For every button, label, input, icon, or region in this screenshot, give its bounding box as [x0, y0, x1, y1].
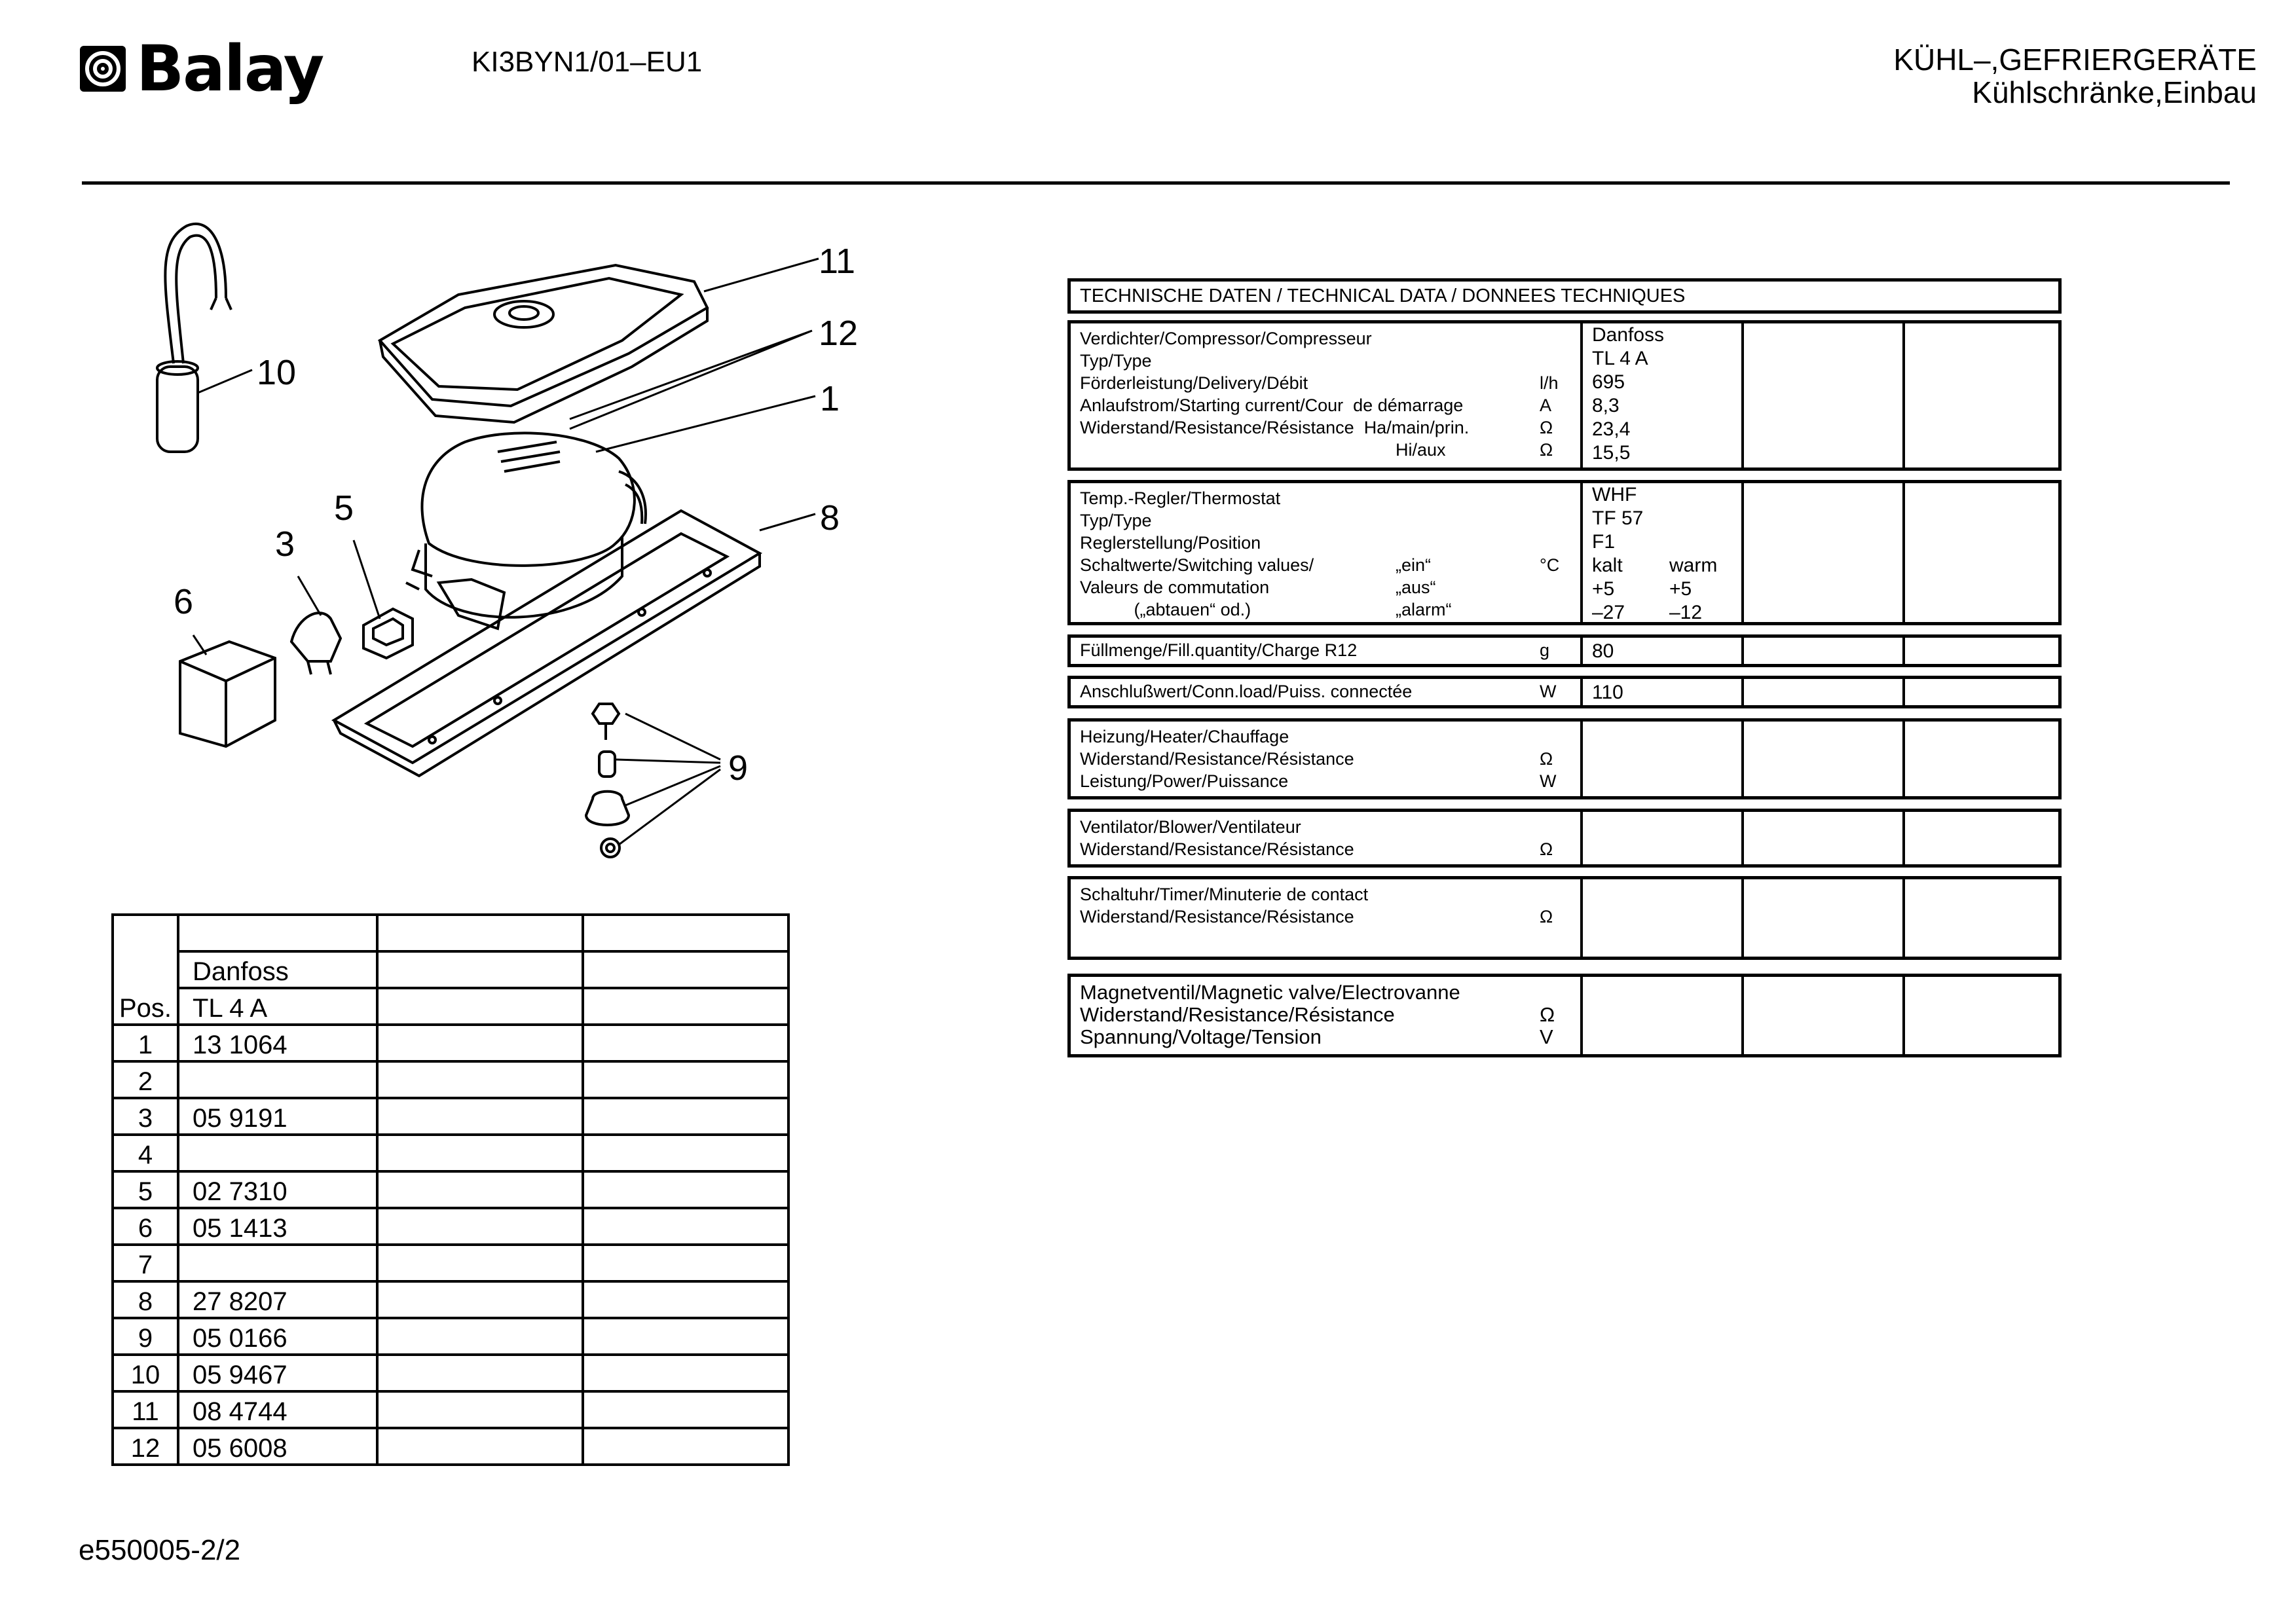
label-text: Ventilator/Blower/Ventilateur: [1080, 817, 1301, 837]
label-unit: Ω: [1540, 440, 1553, 460]
pos-header: Pos.: [113, 915, 178, 1025]
label-line: [1080, 509, 1580, 532]
label-line: [1080, 598, 1580, 621]
timer-section: [1067, 876, 2062, 960]
label-line: [1080, 816, 1580, 838]
table-cell: [178, 915, 377, 951]
value-line: 23,4: [1592, 418, 1631, 440]
label-unit: l/h: [1540, 373, 1559, 393]
product-category: [1893, 43, 2257, 109]
callout-3: 3: [275, 524, 295, 564]
label-text: Temp.-Regler/Thermostat: [1080, 488, 1281, 508]
type-cell: TL 4 A: [178, 988, 377, 1025]
label-text: Widerstand/Resistance/Résistance Ha/main/prin.: [1080, 418, 1470, 437]
part-number-cell: 08 4744: [178, 1391, 377, 1428]
label-unit: Ω: [1540, 418, 1553, 437]
document-id: e550005-2/2: [79, 1534, 241, 1566]
connected-load-section: [1067, 676, 2062, 708]
label-line: [1080, 487, 1580, 509]
label-text: Typ/Type: [1080, 511, 1152, 530]
tech-data-title: TECHNISCHE DATEN / TECHNICAL DATA / DONNEES TECHNIQUES: [1067, 278, 2062, 314]
capacitor-drawing: [157, 224, 231, 452]
part-number-cell: 05 9467: [178, 1355, 377, 1391]
table-row: [113, 1208, 788, 1245]
pos-cell: 7: [113, 1245, 178, 1281]
label-line: [1080, 906, 1580, 928]
callout-5: 5: [334, 488, 354, 528]
label-text: Verdichter/Compressor/Compresseur: [1080, 329, 1372, 348]
table-cell: [583, 951, 788, 988]
value-line: 15,5: [1592, 442, 1631, 464]
label-line: [1080, 883, 1580, 906]
table-row: [113, 1061, 788, 1098]
table-cell: [377, 1025, 583, 1061]
callout-10: 10: [257, 353, 297, 392]
empty-column: [1744, 679, 1905, 705]
empty-column: [1583, 879, 1744, 957]
part-number-cell: 05 6008: [178, 1428, 377, 1465]
connected-load-labels: [1071, 679, 1583, 705]
table-row: [113, 1135, 788, 1171]
label-text: Valeurs de commutation: [1080, 577, 1270, 597]
balay-emblem-icon: [79, 45, 127, 93]
table-cell: [583, 1355, 788, 1391]
table-row: [113, 1171, 788, 1208]
exploded-parts-drawing: [0, 196, 917, 884]
connected-load-unit: W: [1540, 682, 1557, 701]
label-text: Magnetventil/Magnetic valve/Electrovanne: [1080, 981, 1460, 1004]
pos-cell: 6: [113, 1208, 178, 1245]
part-number-cell: [178, 1061, 377, 1098]
table-cell: [583, 988, 788, 1025]
value-line: [1592, 577, 1741, 601]
value-line: [1592, 483, 1741, 507]
label-line: [1080, 838, 1580, 860]
pos-cell: 3: [113, 1098, 178, 1135]
value-line: Danfoss: [1592, 324, 1665, 346]
pos-cell: 12: [113, 1428, 178, 1465]
label-unit: Ω: [1540, 839, 1553, 859]
table-cell: [583, 1171, 788, 1208]
label-line: [1080, 439, 1580, 461]
value-a: kalt: [1592, 555, 1623, 576]
label-line: [1080, 372, 1580, 394]
empty-column: [1744, 812, 1905, 864]
empty-column: [1583, 722, 1744, 796]
label-text: Spannung/Voltage/Tension: [1080, 1025, 1322, 1048]
value-line: [1592, 601, 1741, 625]
part-number-cell: 05 0166: [178, 1318, 377, 1355]
table-cell: [583, 1391, 788, 1428]
table-cell: [583, 1318, 788, 1355]
label-unit: °C: [1540, 555, 1560, 575]
label-text: Schaltuhr/Timer/Minuterie de contact: [1080, 885, 1369, 904]
label-unit: W: [1540, 771, 1557, 791]
heater-section: [1067, 718, 2062, 799]
pos-cell: 10: [113, 1355, 178, 1391]
empty-column: [1905, 879, 2058, 957]
callout-6: 6: [174, 582, 194, 621]
pos-cell: 5: [113, 1171, 178, 1208]
cover-tray-drawing: [380, 265, 707, 422]
part-number-cell: [178, 1135, 377, 1171]
callout-8: 8: [820, 498, 840, 538]
part-number-cell: 02 7310: [178, 1171, 377, 1208]
table-row: [113, 1391, 788, 1428]
label-line: [1080, 981, 1580, 1003]
table-cell: [583, 1208, 788, 1245]
pos-cell: 11: [113, 1391, 178, 1428]
callout-12: 12: [819, 314, 859, 353]
empty-column: [1905, 638, 2058, 664]
label-text: Schaltwerte/Switching values/: [1080, 555, 1314, 575]
label-unit: Ω: [1540, 749, 1553, 769]
table-cell: [583, 1061, 788, 1098]
header-rule: [82, 181, 2230, 185]
table-row: [113, 1098, 788, 1135]
label-line: [1080, 532, 1580, 554]
table-row: [113, 915, 788, 951]
table-cell: [377, 915, 583, 951]
table-cell: [377, 1391, 583, 1428]
fill-quantity-labels: [1071, 638, 1583, 664]
part-number-cell: 13 1064: [178, 1025, 377, 1061]
table-cell: [583, 1245, 788, 1281]
blower-section: [1067, 809, 2062, 868]
table-cell: [583, 1281, 788, 1318]
thermostat-section: [1067, 480, 2062, 625]
table-row: [113, 1281, 788, 1318]
empty-column: [1744, 638, 1905, 664]
label-line: [1080, 576, 1580, 598]
empty-column: [1744, 879, 1905, 957]
empty-column: [1583, 977, 1744, 1054]
label-unit: A: [1540, 395, 1552, 415]
value-line: TL 4 A: [1592, 348, 1648, 369]
table-cell: [377, 1171, 583, 1208]
table-row: [113, 1318, 788, 1355]
label-text: Widerstand/Resistance/Résistance: [1080, 839, 1354, 859]
compressor-section: [1067, 320, 2062, 471]
label-mode: Hi/aux: [1396, 440, 1446, 460]
connected-load-label: Anschlußwert/Conn.load/Puiss. connectée: [1080, 682, 1413, 701]
brand-name: Balay: [136, 32, 324, 105]
value-a: +5: [1592, 578, 1615, 600]
table-cell: [583, 915, 788, 951]
label-text: Typ/Type: [1080, 351, 1152, 371]
fill-quantity-label: Füllmenge/Fill.quantity/Charge R12: [1080, 640, 1358, 660]
label-text: Reglerstellung/Position: [1080, 533, 1261, 553]
table-row: [113, 1245, 788, 1281]
label-line: [1080, 554, 1580, 576]
label-unit: Ω: [1540, 907, 1553, 926]
label-line: [1080, 416, 1580, 439]
table-row: [113, 988, 788, 1025]
table-cell: [377, 1428, 583, 1465]
compressor-labels: [1071, 323, 1583, 467]
table-cell: [583, 1135, 788, 1171]
pos-cell: 2: [113, 1061, 178, 1098]
table-cell: [377, 1135, 583, 1171]
table-cell: [583, 1025, 788, 1061]
callout-9: 9: [728, 748, 749, 788]
base-rail-drawing: [334, 511, 760, 776]
table-row: [113, 1428, 788, 1465]
label-text: („abtauen“ od.): [1080, 600, 1251, 619]
starter-drawing: [291, 613, 341, 674]
category-line-1: KÜHL–,GEFRIERGERÄTE: [1893, 43, 2257, 77]
label-text: Anlaufstrom/Starting current/Cour de démarrage: [1080, 395, 1464, 415]
relay-cover-drawing: [180, 642, 275, 746]
label-line: [1080, 725, 1580, 748]
fill-quantity-unit: g: [1540, 640, 1550, 660]
label-text: Förderleistung/Delivery/Débit: [1080, 373, 1308, 393]
blower-labels: [1071, 812, 1583, 864]
table-cell: [377, 1061, 583, 1098]
pos-cell: 8: [113, 1281, 178, 1318]
table-row: [113, 951, 788, 988]
table-cell: [377, 1318, 583, 1355]
part-number-cell: 05 1413: [178, 1208, 377, 1245]
table-cell: [377, 1355, 583, 1391]
empty-column: [1905, 722, 2058, 796]
table-cell: [583, 1098, 788, 1135]
label-line: [1080, 327, 1580, 350]
table-cell: [377, 1281, 583, 1318]
pos-cell: 4: [113, 1135, 178, 1171]
empty-column: [1744, 323, 1905, 467]
table-cell: [377, 1245, 583, 1281]
label-mode: „aus“: [1396, 577, 1436, 597]
part-number-cell: [178, 1245, 377, 1281]
value-line: [1592, 554, 1741, 577]
compressor-drawing: [406, 433, 646, 629]
value-a: TF 57 F1: [1592, 507, 1644, 553]
label-text: Widerstand/Resistance/Résistance: [1080, 907, 1354, 926]
table-row: [113, 1355, 788, 1391]
value-a: WHF: [1592, 484, 1637, 505]
empty-column: [1744, 977, 1905, 1054]
label-text: Heizung/Heater/Chauffage: [1080, 727, 1289, 746]
part-number-cell: 27 8207: [178, 1281, 377, 1318]
magnetic-valve-labels: [1071, 977, 1583, 1054]
relay-drawing: [363, 609, 413, 658]
value-a: –27: [1592, 602, 1625, 623]
magnetic-valve-section: [1067, 974, 2062, 1057]
empty-column: [1905, 679, 2058, 705]
table-row: [113, 1025, 788, 1061]
value-b: +5: [1669, 578, 1692, 600]
empty-column: [1905, 323, 2058, 467]
timer-labels: [1071, 879, 1583, 957]
brand-logo: [79, 33, 323, 105]
fill-quantity-value: 80: [1583, 638, 1744, 664]
empty-column: [1744, 483, 1905, 622]
manufacturer-cell: Danfoss: [178, 951, 377, 988]
category-line-2: Kühlschränke,Einbau: [1972, 75, 2257, 109]
compressor-values: [1583, 323, 1744, 467]
parts-table: [111, 913, 790, 1466]
value-line: 8,3: [1592, 395, 1620, 416]
pos-cell: 1: [113, 1025, 178, 1061]
label-line: [1080, 394, 1580, 416]
empty-column: [1744, 722, 1905, 796]
table-cell: [377, 1208, 583, 1245]
part-number-cell: 05 9191: [178, 1098, 377, 1135]
fill-quantity-section: [1067, 634, 2062, 667]
label-line: [1080, 1025, 1580, 1048]
value-line: [1592, 507, 1741, 554]
empty-column: [1583, 812, 1744, 864]
mounting-parts-drawing: [586, 704, 629, 857]
label-unit: Ω: [1540, 1003, 1555, 1026]
empty-column: [1905, 483, 2058, 622]
label-line: [1080, 748, 1580, 770]
label-mode: „alarm“: [1396, 600, 1452, 619]
label-line: [1080, 350, 1580, 372]
pos-cell: 9: [113, 1318, 178, 1355]
value-line: 695: [1592, 371, 1625, 393]
value-b: –12: [1669, 602, 1703, 623]
thermostat-labels: [1071, 483, 1583, 622]
table-cell: [377, 1098, 583, 1135]
label-text: Widerstand/Resistance/Résistance: [1080, 749, 1354, 769]
table-cell: [377, 951, 583, 988]
thermostat-values: [1583, 483, 1744, 622]
heater-labels: [1071, 722, 1583, 796]
label-text: Widerstand/Resistance/Résistance: [1080, 1003, 1395, 1026]
value-b: warm: [1669, 555, 1718, 576]
label-unit: V: [1540, 1025, 1553, 1048]
table-cell: [377, 988, 583, 1025]
connected-load-value: 110: [1583, 679, 1744, 705]
table-cell: [583, 1428, 788, 1465]
label-line: [1080, 1003, 1580, 1025]
callout-11: 11: [819, 242, 856, 281]
label-mode: „ein“: [1396, 555, 1432, 575]
empty-column: [1905, 977, 2058, 1054]
label-line: [1080, 770, 1580, 792]
empty-column: [1905, 812, 2058, 864]
label-text: Leistung/Power/Puissance: [1080, 771, 1289, 791]
callout-1: 1: [820, 379, 840, 418]
model-number: KI3BYN1/01–EU1: [472, 46, 703, 78]
